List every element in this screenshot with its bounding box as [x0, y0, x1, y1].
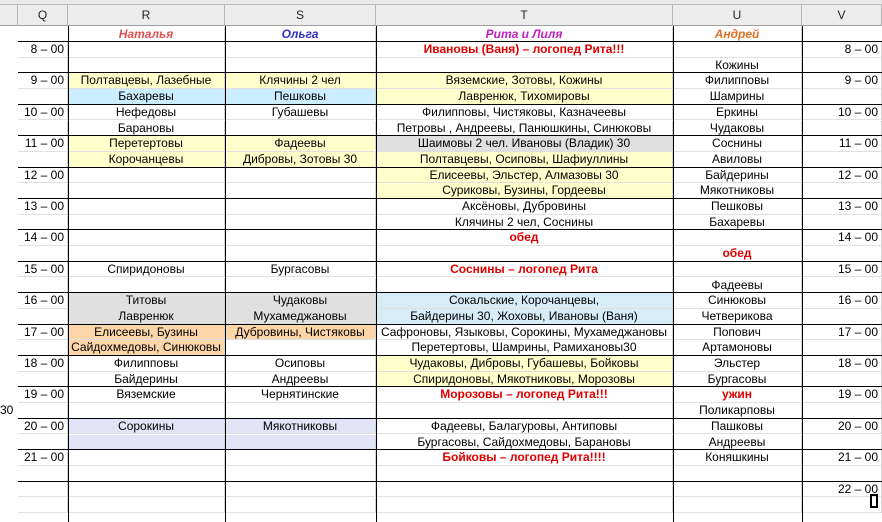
time-cell-q[interactable]: 18 – 00	[18, 356, 68, 372]
column-header-u[interactable]: U	[673, 5, 802, 26]
schedule-cell[interactable]	[68, 58, 225, 74]
schedule-cell[interactable]: Мухамеджановы	[225, 309, 376, 325]
schedule-cell[interactable]: Коняшкины	[673, 450, 802, 466]
schedule-cell[interactable]: Эльстер	[673, 356, 802, 372]
time-cell-q[interactable]	[18, 89, 68, 105]
schedule-cell[interactable]	[68, 215, 225, 231]
time-cell-v[interactable]	[802, 340, 882, 356]
schedule-cell[interactable]: Бойковы – логопед Рита!!!!	[376, 450, 673, 466]
schedule-cell[interactable]	[225, 497, 376, 513]
hour-separator	[18, 135, 882, 136]
schedule-cell[interactable]	[225, 58, 376, 74]
hour-separator	[18, 418, 882, 419]
schedule-cell[interactable]: Бахаревы	[673, 215, 802, 231]
schedule-cell[interactable]	[673, 466, 802, 482]
schedule-cell[interactable]: Полтавцевы, Осиповы, Шафиуллины	[376, 152, 673, 168]
schedule-cell[interactable]: Соснины – логопед Рита	[376, 262, 673, 278]
schedule-cell[interactable]: Байдерины	[673, 168, 802, 184]
schedule-cell[interactable]: Пешковы	[673, 199, 802, 215]
schedule-cell[interactable]: Титовы	[68, 293, 225, 309]
hour-separator	[18, 324, 882, 325]
hour-separator	[18, 355, 882, 356]
schedule-cell[interactable]: Елисеевы, Бузины	[68, 325, 225, 341]
time-cell-v[interactable]: 9 – 00	[802, 73, 882, 89]
schedule-cell[interactable]	[225, 246, 376, 262]
time-cell-q[interactable]	[18, 482, 68, 498]
column-header-v[interactable]: V	[802, 5, 882, 26]
schedule-cell[interactable]	[673, 230, 802, 246]
schedule-cell[interactable]: Филипповы	[68, 356, 225, 372]
time-cell-q[interactable]: 17 – 00	[18, 325, 68, 341]
time-cell-v[interactable]: 14 – 00	[802, 230, 882, 246]
schedule-cell[interactable]: Клячины 2 чел, Соснины	[376, 215, 673, 231]
schedule-cell[interactable]: обед	[376, 230, 673, 246]
time-cell-v[interactable]: 16 – 00	[802, 293, 882, 309]
time-cell-q[interactable]	[18, 309, 68, 325]
person-header-r[interactable]: Наталья	[68, 27, 225, 42]
time-cell-q[interactable]	[18, 152, 68, 168]
schedule-cell[interactable]	[68, 183, 225, 199]
schedule-cell[interactable]	[68, 199, 225, 215]
schedule-cell[interactable]	[68, 482, 225, 498]
schedule-cell[interactable]: Ивановы (Ваня) – логопед Рита!!!	[376, 42, 673, 58]
schedule-cell[interactable]	[376, 482, 673, 498]
time-cell-q[interactable]: 14 – 00	[18, 230, 68, 246]
schedule-cell[interactable]: Сорокины	[68, 419, 225, 435]
time-cell-v[interactable]	[802, 435, 882, 451]
column-border	[802, 26, 803, 522]
time-cell-v[interactable]	[802, 121, 882, 137]
time-cell-q[interactable]: 11 – 00	[18, 136, 68, 152]
time-cell-v[interactable]: 10 – 00	[802, 105, 882, 121]
schedule-cell[interactable]: Чернятинские	[225, 387, 376, 403]
schedule-cell[interactable]: Мякотниковы	[673, 183, 802, 199]
schedule-cell[interactable]: Дибровы, Зотовы 30	[225, 152, 376, 168]
time-cell-q[interactable]	[18, 215, 68, 231]
schedule-cell[interactable]	[225, 42, 376, 58]
schedule-cell[interactable]	[68, 403, 225, 419]
schedule-cell[interactable]: Перетертовы	[68, 136, 225, 152]
schedule-cell[interactable]: Синюковы	[673, 293, 802, 309]
time-cell-q[interactable]: 19 – 00	[18, 387, 68, 403]
schedule-cell[interactable]: Шамрины	[673, 89, 802, 105]
time-cell-v[interactable]	[802, 309, 882, 325]
schedule-cell[interactable]	[68, 278, 225, 294]
column-header-t[interactable]: T	[376, 5, 673, 26]
schedule-cell[interactable]: Сайдохмедовы, Синюковы	[68, 340, 225, 356]
time-cell-v[interactable]	[802, 215, 882, 231]
time-cell-v[interactable]: 19 – 00	[802, 387, 882, 403]
schedule-cell[interactable]: Бахаревы	[68, 89, 225, 105]
time-cell-q[interactable]	[18, 278, 68, 294]
hour-separator	[18, 198, 882, 199]
time-cell-q[interactable]	[18, 246, 68, 262]
schedule-cell[interactable]: Елисеевы, Эльстер, Алмазовы 30	[376, 168, 673, 184]
schedule-cell[interactable]: Осиповы	[225, 356, 376, 372]
schedule-cell[interactable]: Бургасовы	[673, 372, 802, 388]
schedule-cell[interactable]	[68, 42, 225, 58]
schedule-cell[interactable]	[376, 403, 673, 419]
schedule-cell[interactable]	[225, 199, 376, 215]
schedule-cell[interactable]: Суриковы, Бузины, Гордеевы	[376, 183, 673, 199]
schedule-cell[interactable]: Кожины	[673, 58, 802, 74]
schedule-cell[interactable]	[225, 183, 376, 199]
schedule-cell[interactable]	[673, 262, 802, 278]
schedule-cell[interactable]	[68, 466, 225, 482]
column-border	[225, 26, 226, 522]
column-header-q[interactable]: Q	[18, 5, 68, 26]
schedule-cell[interactable]	[376, 466, 673, 482]
time-cell-q[interactable]	[18, 58, 68, 74]
time-cell-v[interactable]	[802, 403, 882, 419]
schedule-cell[interactable]	[225, 450, 376, 466]
schedule-cell[interactable]	[225, 121, 376, 137]
schedule-cell[interactable]: Шаимовы 2 чел. Ивановы (Владик) 30	[376, 136, 673, 152]
schedule-cell[interactable]: Попович	[673, 325, 802, 341]
schedule-cell[interactable]	[673, 497, 802, 513]
schedule-cell[interactable]	[225, 278, 376, 294]
schedule-cell[interactable]: Поликарповы	[673, 403, 802, 419]
hour-separator	[18, 261, 882, 262]
schedule-cell[interactable]: Дубровины, Чистяковы	[225, 325, 376, 341]
time-cell-v[interactable]	[802, 372, 882, 388]
time-cell-v[interactable]: 22 – 00	[802, 482, 882, 498]
schedule-cell[interactable]: Вяземские	[68, 387, 225, 403]
schedule-cell[interactable]: Клячины 2 чел	[225, 73, 376, 89]
schedule-cell[interactable]	[673, 42, 802, 58]
schedule-cell[interactable]: Байдерины	[68, 372, 225, 388]
schedule-cell[interactable]	[68, 450, 225, 466]
time-cell-v[interactable]: 21 – 00	[802, 450, 882, 466]
schedule-cell[interactable]: Спиридоновы	[68, 262, 225, 278]
schedule-cell[interactable]: Филипповы, Чистяковы, Казначеевы	[376, 105, 673, 121]
schedule-cell[interactable]: Пашковы	[673, 419, 802, 435]
schedule-cell[interactable]: Мякотниковы	[225, 419, 376, 435]
schedule-cell[interactable]: Бургасовы	[225, 262, 376, 278]
schedule-cell[interactable]: Нефедовы	[68, 105, 225, 121]
schedule-cell[interactable]	[68, 435, 225, 451]
left-edge-value[interactable]: 30	[0, 403, 14, 418]
schedule-cell[interactable]: Лавренюк, Тихомировы	[376, 89, 673, 105]
hour-separator	[18, 72, 882, 73]
hour-separator	[18, 167, 882, 168]
schedule-cell[interactable]: Андреевы	[225, 372, 376, 388]
hour-separator	[18, 481, 882, 482]
schedule-cell[interactable]: обед	[673, 246, 802, 262]
schedule-cell[interactable]	[376, 497, 673, 513]
time-cell-q[interactable]: 13 – 00	[18, 199, 68, 215]
time-cell-q[interactable]: 10 – 00	[18, 105, 68, 121]
column-border	[376, 26, 377, 522]
person-header-t[interactable]: Рита и Лиля	[376, 27, 673, 42]
schedule-cell[interactable]	[376, 58, 673, 74]
schedule-cell[interactable]: Бургасовы, Сайдохмедовы, Барановы	[376, 435, 673, 451]
time-cell-v[interactable]: 11 – 00	[802, 136, 882, 152]
time-cell-v[interactable]	[802, 278, 882, 294]
schedule-cell[interactable]: Барановы	[68, 121, 225, 137]
time-cell-v[interactable]	[802, 466, 882, 482]
hour-separator	[18, 104, 882, 105]
time-cell-q[interactable]	[18, 372, 68, 388]
time-cell-v[interactable]	[802, 183, 882, 199]
schedule-cell[interactable]: Перетертовы, Шамрины, Рамихановы30	[376, 340, 673, 356]
time-cell-q[interactable]	[18, 121, 68, 137]
schedule-cell[interactable]	[376, 278, 673, 294]
schedule-cell[interactable]: Фадеевы, Балагуровы, Антиповы	[376, 419, 673, 435]
schedule-cell[interactable]	[68, 230, 225, 246]
corner-header[interactable]	[0, 5, 18, 26]
person-header-s[interactable]: Ольга	[225, 27, 376, 42]
time-cell-v[interactable]: 17 – 00	[802, 325, 882, 341]
schedule-cell[interactable]: Вяземские, Зотовы, Кожины	[376, 73, 673, 89]
schedule-cell[interactable]	[225, 340, 376, 356]
time-cell-v[interactable]	[802, 246, 882, 262]
schedule-cell[interactable]: Морозовы – логопед Рита!!!	[376, 387, 673, 403]
schedule-cell[interactable]: Сафроновы, Языковы, Сорокины, Мухамеджановы	[376, 325, 673, 341]
hour-separator	[18, 292, 882, 293]
column-border	[673, 26, 674, 522]
time-cell-q[interactable]: 21 – 00	[18, 450, 68, 466]
hour-separator	[18, 449, 882, 450]
cell-cursor[interactable]	[870, 494, 878, 508]
hour-separator	[18, 229, 882, 230]
time-cell-q[interactable]: 15 – 00	[18, 262, 68, 278]
time-cell-q[interactable]	[18, 403, 68, 419]
time-cell-q[interactable]: 8 – 00	[18, 42, 68, 58]
schedule-cell[interactable]: Спиридоновы, Мякотниковы, Морозовы	[376, 372, 673, 388]
time-cell-v[interactable]	[802, 152, 882, 168]
schedule-cell[interactable]	[225, 230, 376, 246]
time-cell-v[interactable]: 15 – 00	[802, 262, 882, 278]
column-header-r[interactable]: R	[68, 5, 225, 26]
schedule-cell[interactable]: ужин	[673, 387, 802, 403]
time-cell-v[interactable]: 8 – 00	[802, 42, 882, 58]
schedule-cell[interactable]	[225, 466, 376, 482]
schedule-cell[interactable]	[376, 246, 673, 262]
schedule-cell[interactable]: Чудаковы, Дибровы, Губашевы, Бойковы	[376, 356, 673, 372]
schedule-cell[interactable]: Фадеевы	[225, 136, 376, 152]
schedule-cell[interactable]	[68, 168, 225, 184]
schedule-cell[interactable]: Филипповы	[673, 73, 802, 89]
time-cell-q[interactable]: 16 – 00	[18, 293, 68, 309]
schedule-cell[interactable]: Авиловы	[673, 152, 802, 168]
time-cell-q[interactable]	[18, 435, 68, 451]
time-cell-v[interactable]	[802, 89, 882, 105]
schedule-cell[interactable]: Губашевы	[225, 105, 376, 121]
schedule-cell[interactable]: Андреевы	[673, 435, 802, 451]
time-cell-v[interactable]	[802, 58, 882, 74]
schedule-cell[interactable]	[225, 482, 376, 498]
column-border	[68, 26, 69, 522]
schedule-cell[interactable]	[225, 403, 376, 419]
schedule-cell[interactable]: Лавренюк	[68, 309, 225, 325]
schedule-cell[interactable]: Петровы , Андреевы, Панюшкины, Синюковы	[376, 121, 673, 137]
schedule-cell[interactable]: Байдерины 30, Жоховы, Ивановы (Ваня)	[376, 309, 673, 325]
column-header-s[interactable]: S	[225, 5, 376, 26]
time-cell-v[interactable]: 18 – 00	[802, 356, 882, 372]
schedule-cell[interactable]: Сокальские, Корочанцевы,	[376, 293, 673, 309]
schedule-cell[interactable]: Артамоновы	[673, 340, 802, 356]
schedule-cell[interactable]	[673, 482, 802, 498]
time-cell-q[interactable]: 9 – 00	[18, 73, 68, 89]
time-cell-v[interactable]: 13 – 00	[802, 199, 882, 215]
time-cell-q[interactable]: 12 – 00	[18, 168, 68, 184]
schedule-cell[interactable]: Полтавцевы, Лазебные	[68, 73, 225, 89]
time-cell-v[interactable]: 20 – 00	[802, 419, 882, 435]
schedule-cell[interactable]	[225, 435, 376, 451]
schedule-cell[interactable]: Четверикова	[673, 309, 802, 325]
time-cell-q[interactable]	[18, 340, 68, 356]
hour-separator	[18, 386, 882, 387]
schedule-cell[interactable]	[225, 168, 376, 184]
hour-separator	[18, 41, 882, 42]
schedule-cell[interactable]	[225, 215, 376, 231]
schedule-cell[interactable]: Корочанцевы	[68, 152, 225, 168]
schedule-cell[interactable]: Чудаковы	[225, 293, 376, 309]
time-cell-v[interactable]: 12 – 00	[802, 168, 882, 184]
time-cell-q[interactable]: 20 – 00	[18, 419, 68, 435]
time-cell-q[interactable]	[18, 466, 68, 482]
schedule-cell[interactable]: Чудаковы	[673, 121, 802, 137]
person-header-u[interactable]: Андрей	[673, 27, 802, 42]
schedule-cell[interactable]: Аксёновы, Дубровины	[376, 199, 673, 215]
schedule-cell[interactable]: Пешковы	[225, 89, 376, 105]
schedule-cell[interactable]: Соснины	[673, 136, 802, 152]
time-cell-q[interactable]	[18, 497, 68, 513]
time-cell-q[interactable]	[18, 183, 68, 199]
schedule-cell[interactable]: Еркины	[673, 105, 802, 121]
schedule-cell[interactable]	[68, 497, 225, 513]
schedule-cell[interactable]: Фадеевы	[673, 278, 802, 294]
schedule-cell[interactable]	[68, 246, 225, 262]
